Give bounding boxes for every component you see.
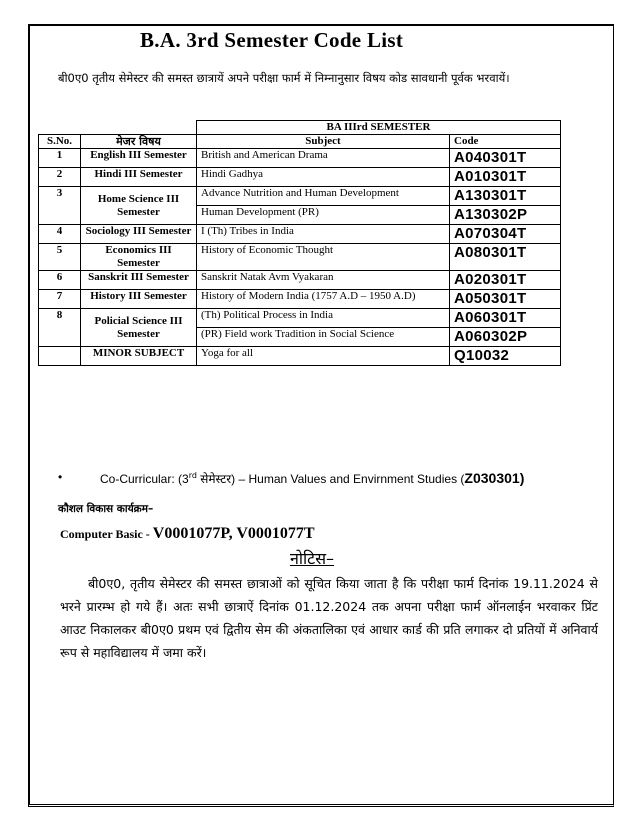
row-subject-code: A060302P [450,328,561,347]
row-subject-name: Yoga for all [197,347,450,366]
row-subject-code: A020301T [450,271,561,290]
row-subject-code: A010301T [450,168,561,187]
col-major-header: मेजर विषय [81,135,197,149]
row-major-subject: Sociology III Semester [81,225,197,244]
row-major-subject: MINOR SUBJECT [81,347,197,366]
table-row [39,168,561,187]
row-major-subject: Policial Science III Semester [81,309,197,347]
row-subject-code: A080301T [450,244,561,271]
row-subject-name: Advance Nutrition and Human Development [197,187,450,206]
row-sno: 3 [39,187,81,225]
row-subject-code: A050301T [450,290,561,309]
co-curricular-suffix: ) [519,470,525,486]
co-curricular-mid: सेमेस्टर) – Human Values and Envirnment Studies ( [196,472,465,486]
row-major-subject: English III Semester [81,149,197,168]
co-curricular-code: Z030301 [464,470,520,486]
row-sno: 6 [39,271,81,290]
skill-development-heading: कौशल विकास कार्यक्रम– [58,503,154,515]
intro-text: बी0ए0 तृतीय सेमेस्टर की समस्त छात्रायें अपने परीक्षा फार्म में निम्नानुसार विषय कोड सावधानी पूर्वक भरवायें। [58,71,510,85]
row-major-subject: Sanskrit III Semester [81,271,197,290]
row-sno: 4 [39,225,81,244]
table-row [39,347,561,366]
semester-header: BA IIIrd SEMESTER [197,121,561,135]
table-semester-header-row [39,121,561,135]
row-sno: 7 [39,290,81,309]
code-table [38,120,561,366]
row-subject-code: A070304T [450,225,561,244]
row-sno: 2 [39,168,81,187]
document-title: B.A. 3rd Semester Code List [140,28,404,52]
table-row [39,271,561,290]
co-curricular-sup: rd [188,471,197,480]
row-subject-code: A130302P [450,206,561,225]
row-subject-name: British and American Drama [197,149,450,168]
table-row [39,149,561,168]
col-subject-header: Subject [197,135,450,149]
table-row [39,290,561,309]
row-subject-code: A040301T [450,149,561,168]
co-curricular-prefix: Co-Curricular: (3 [100,472,189,486]
row-subject-name: (PR) Field work Tradition in Social Science [197,328,450,347]
row-subject-code: Q10032 [450,347,561,366]
table-row [39,187,561,206]
row-subject-code: A060301T [450,309,561,328]
bullet-dot: • [58,470,63,484]
table-row [39,309,561,328]
row-subject-name: History of Economic Thought [197,244,450,271]
co-curricular-text [100,470,524,487]
computer-basic-label: Computer Basic - [60,527,150,541]
row-major-subject: Hindi III Semester [81,168,197,187]
row-subject-name: I (Th) Tribes in India [197,225,450,244]
row-subject-code: A130301T [450,187,561,206]
computer-basic-line [60,525,315,543]
col-sno-header: S.No. [39,135,81,149]
row-major-subject: History III Semester [81,290,197,309]
row-sno: 5 [39,244,81,271]
table-row [39,225,561,244]
row-subject-name: (Th) Political Process in India [197,309,450,328]
row-sno: 1 [39,149,81,168]
row-major-subject: Economics III Semester [81,244,197,271]
row-major-subject: Home Science III Semester [81,187,197,225]
row-sno [39,347,81,366]
computer-basic-codes: V0001077P, V0001077T [152,525,315,542]
row-sno: 8 [39,309,81,347]
row-subject-name: Sanskrit Natak Avm Vyakaran [197,271,450,290]
notice-title: नोटिस– [290,549,335,568]
row-subject-name: Human Development (PR) [197,206,450,225]
col-code-header: Code [450,135,561,149]
row-subject-name: History of Modern India (1757 A.D – 1950 A.D) [197,290,450,309]
table-header-row [39,135,561,149]
table-row [39,244,561,271]
row-subject-name: Hindi Gadhya [197,168,450,187]
notice-body: बी0ए0, तृतीय सेमेस्टर की समस्त छात्राओं को सूचित किया जाता है कि परीक्षा फार्म दिनांक 19.11.2024 से भरने प्रारम्भ हो गये हैं। अतः सभी छात्राऐं दिनांक 01.12.2024 तक अपना परीक्षा फार्म ऑनलाईन भरवाकर प्रिंट आउट निकालकर बी0ए0 प्रथम एवं द्वितीय सेम की अंकतालिका एवं आधार कार्ड की प्रति लगाकर दो प्रतियों में अनिवार्य रूप से महाविद्यालय में जमा करें। [60,576,598,660]
